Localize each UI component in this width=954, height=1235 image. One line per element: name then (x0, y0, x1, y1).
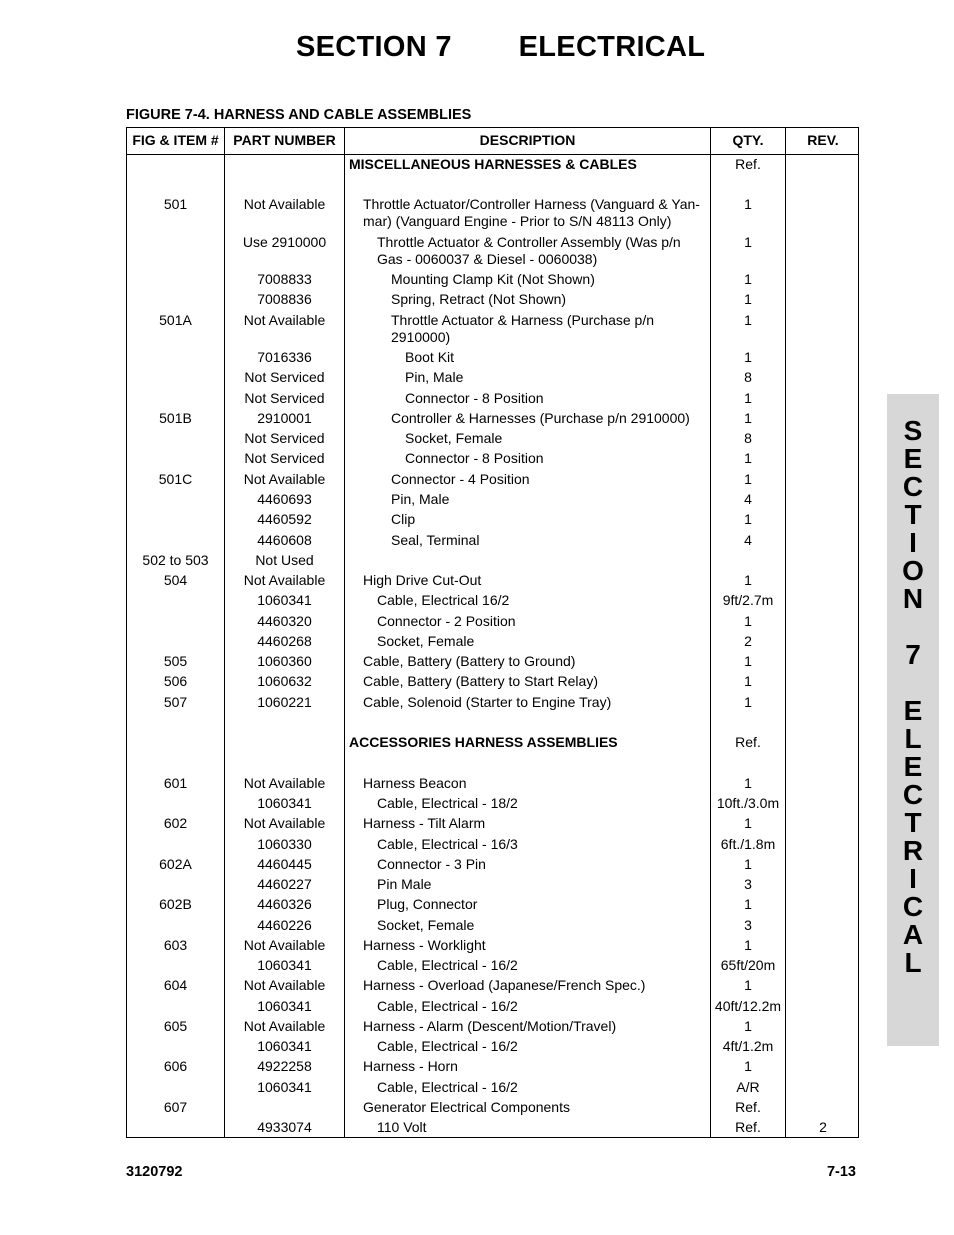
document-number: 3120792 (126, 1164, 183, 1180)
part-number: Use 2910000 (242, 234, 327, 250)
part-number: Not Available (243, 196, 326, 212)
description: Harness - Alarm (Descent/Motion/Travel) (363, 1018, 617, 1034)
part-number: 4460320 (257, 613, 312, 629)
description: 110 Volt (377, 1119, 427, 1135)
item-number: 601 (163, 775, 188, 791)
description: Harness - Tilt Alarm (363, 815, 486, 831)
item-number: 507 (163, 694, 188, 710)
part-number: Not Available (243, 471, 326, 487)
section-tab-letter: L (904, 723, 922, 754)
quantity: Ref. (735, 734, 761, 750)
item-number: 501B (159, 410, 192, 426)
part-number: 1060221 (257, 694, 312, 710)
item-number: 501C (158, 471, 193, 487)
quantity: 6ft./1.8m (720, 836, 776, 852)
item-number: 602B (159, 896, 192, 912)
item-number: 602A (159, 856, 192, 872)
section-tab-letter: 7 (905, 639, 921, 670)
part-number: 1060341 (257, 1038, 312, 1054)
quantity: 1 (744, 471, 752, 487)
item-number: 506 (163, 673, 188, 689)
description: Pin Male (377, 876, 432, 892)
quantity: 1 (744, 271, 752, 287)
item-number: 502 to 503 (142, 552, 209, 568)
quantity: 9ft/2.7m (722, 592, 774, 608)
part-number: 4460268 (257, 633, 312, 649)
quantity: 1 (744, 1018, 752, 1034)
column-header-item: FIG & ITEM # (132, 132, 219, 148)
description: Cable, Electrical - 16/2 (377, 1079, 518, 1095)
part-number: 4460445 (257, 856, 312, 872)
description: Connector - 2 Position (377, 613, 516, 629)
part-number: Not Serviced (244, 390, 325, 406)
part-number: 4460227 (257, 876, 312, 892)
quantity: 1 (744, 234, 752, 250)
quantity: 1 (744, 196, 752, 212)
section-tab-letter: C (902, 891, 924, 922)
section-tab-letter: C (902, 779, 924, 810)
part-number: 1060341 (257, 998, 312, 1014)
quantity: 1 (744, 1058, 752, 1074)
part-number: 4933074 (257, 1119, 312, 1135)
description: Connector - 4 Position (391, 471, 530, 487)
description: Cable, Electrical - 16/2 (377, 957, 518, 973)
column-header-rev: REV. (807, 132, 839, 148)
quantity: 4 (744, 491, 752, 507)
description: Throttle Actuator/Controller Harness (Vanguard & Yan-mar) (Vanguard Engine - Prior to S/N 48113 Only) (363, 196, 700, 229)
description: Pin, Male (405, 369, 464, 385)
section-tab-letter: S (903, 415, 923, 446)
parts-table (126, 127, 859, 1138)
part-number: 1060341 (257, 1079, 312, 1095)
part-number: Not Available (243, 1018, 326, 1034)
quantity: 8 (744, 369, 752, 385)
quantity: 4 (744, 532, 752, 548)
description: Mounting Clamp Kit (Not Shown) (391, 271, 595, 287)
item-number: 602 (163, 815, 188, 831)
part-number: 7008833 (257, 271, 312, 287)
description: Connector - 8 Position (405, 450, 544, 466)
quantity: 1 (744, 775, 752, 791)
section-tab-letter: O (902, 555, 924, 586)
column-header-part-number: PART NUMBER (233, 132, 336, 148)
section-tab-letter: I (909, 527, 917, 558)
part-number: 2910001 (257, 410, 312, 426)
item-number: 603 (163, 937, 188, 953)
quantity: 40ft/12.2m (714, 998, 782, 1014)
description: Cable, Electrical - 16/3 (377, 836, 518, 852)
description: Cable, Solenoid (Starter to Engine Tray) (363, 694, 612, 710)
description: Cable, Electrical 16/2 (377, 592, 510, 608)
quantity: 2 (744, 633, 752, 649)
quantity: Ref. (735, 1119, 761, 1135)
quantity: 4ft/1.2m (722, 1038, 774, 1054)
item-number: 501 (163, 196, 188, 212)
part-number: Not Serviced (244, 369, 325, 385)
description: Plug, Connector (377, 896, 478, 912)
part-number: 1060330 (257, 836, 312, 852)
quantity: 1 (744, 312, 752, 328)
section-tab-letter: T (904, 807, 922, 838)
quantity: 1 (744, 390, 752, 406)
item-number: 605 (163, 1018, 188, 1034)
quantity: 1 (744, 896, 752, 912)
part-number: Not Available (243, 775, 326, 791)
item-number: 501A (159, 312, 192, 328)
quantity: 1 (744, 856, 752, 872)
part-number: 1060341 (257, 592, 312, 608)
section-tab-letter: T (904, 499, 922, 530)
figure-title: FIGURE 7-4. HARNESS AND CABLE ASSEMBLIES (126, 107, 472, 123)
description: Clip (391, 511, 416, 527)
quantity: Ref. (735, 156, 761, 172)
description: Generator Electrical Components (363, 1099, 570, 1115)
quantity: 10ft./3.0m (716, 795, 780, 811)
quantity: 8 (744, 430, 752, 446)
quantity: 1 (744, 511, 752, 527)
section-tab-letter: E (903, 695, 923, 726)
column-header-description: DESCRIPTION (479, 132, 576, 148)
part-number: Not Serviced (244, 430, 325, 446)
quantity: Ref. (735, 1099, 761, 1115)
description: Connector - 3 Pin (377, 856, 486, 872)
part-number: 4460693 (257, 491, 312, 507)
item-number: 504 (163, 572, 188, 588)
quantity: 1 (744, 613, 752, 629)
quantity: 1 (744, 572, 752, 588)
item-number: 604 (163, 977, 188, 993)
part-number: 1060360 (257, 653, 312, 669)
quantity: 1 (744, 977, 752, 993)
description: Harness - Overload (Japanese/French Spec.) (363, 977, 646, 993)
part-number: 4460326 (257, 896, 312, 912)
description: Connector - 8 Position (405, 390, 544, 406)
description: Socket, Female (377, 633, 475, 649)
part-number: Not Available (243, 815, 326, 831)
quantity: 1 (744, 937, 752, 953)
part-number: 1060341 (257, 957, 312, 973)
section-tab-letter: A (902, 919, 924, 950)
quantity: A/R (736, 1079, 760, 1095)
quantity: 1 (744, 815, 752, 831)
description: Harness Beacon (363, 775, 467, 791)
section-tab-letter: I (909, 863, 917, 894)
part-number: 1060632 (257, 673, 312, 689)
part-number: 4460592 (257, 511, 312, 527)
quantity: 1 (744, 673, 752, 689)
quantity: 65ft/20m (720, 957, 776, 973)
item-number: 607 (163, 1099, 188, 1115)
part-number: 1060341 (257, 795, 312, 811)
quantity: 3 (744, 917, 752, 933)
description: MISCELLANEOUS HARNESSES & CABLES (349, 156, 637, 172)
part-number: 7008836 (257, 291, 312, 307)
page-number: 7-13 (826, 1164, 856, 1180)
part-number: Not Available (243, 937, 326, 953)
item-number: 606 (163, 1058, 188, 1074)
quantity: 3 (744, 876, 752, 892)
description: Throttle Actuator & Harness (Purchase p/n 2910000) (391, 312, 655, 345)
quantity: 1 (744, 349, 752, 365)
part-number: 4460608 (257, 532, 312, 548)
quantity: 1 (744, 450, 752, 466)
description: ACCESSORIES HARNESS ASSEMBLIES (349, 734, 618, 750)
section-tab-letter: R (902, 835, 924, 866)
revision: 2 (819, 1119, 827, 1135)
part-number: Not Available (243, 572, 326, 588)
part-number: Not Available (243, 977, 326, 993)
item-number: 505 (163, 653, 188, 669)
description: Cable, Electrical - 18/2 (377, 795, 518, 811)
section-tab-letter: E (903, 751, 923, 782)
description: Socket, Female (377, 917, 475, 933)
section-tab-letter: E (903, 443, 923, 474)
part-number: Not Used (255, 552, 314, 568)
description: Harness - Horn (363, 1058, 458, 1074)
description: Boot Kit (405, 349, 455, 365)
description: Controller & Harnesses (Purchase p/n 2910000) (391, 410, 690, 426)
description: Throttle Actuator & Controller Assembly (Was p/n Gas - 0060037 & Diesel - 0060038) (377, 234, 681, 267)
description: Spring, Retract (Not Shown) (391, 291, 567, 307)
section-tab-letter: N (902, 583, 924, 614)
part-number: Not Serviced (244, 450, 325, 466)
description: Harness - Worklight (363, 937, 486, 953)
quantity: 1 (744, 291, 752, 307)
description: Cable, Battery (Battery to Start Relay) (363, 673, 598, 689)
section-tab (887, 394, 939, 1046)
description: High Drive Cut-Out (363, 572, 482, 588)
quantity: 1 (744, 410, 752, 426)
description: Cable, Electrical - 16/2 (377, 1038, 518, 1054)
part-number: 4460226 (257, 917, 312, 933)
table-body (127, 128, 860, 1139)
section-tab-letter: L (904, 947, 922, 978)
part-number: 7016336 (257, 349, 312, 365)
section-title: SECTION 7 ELECTRICAL (296, 31, 706, 63)
column-header-qty: QTY. (732, 132, 764, 148)
description: Cable, Electrical - 16/2 (377, 998, 518, 1014)
quantity: 1 (744, 653, 752, 669)
section-tab-letter: C (902, 471, 924, 502)
description: Socket, Female (405, 430, 503, 446)
description: Pin, Male (391, 491, 450, 507)
part-number: Not Available (243, 312, 326, 328)
description: Cable, Battery (Battery to Ground) (363, 653, 576, 669)
part-number: 4922258 (257, 1058, 312, 1074)
description: Seal, Terminal (391, 532, 480, 548)
quantity: 1 (744, 694, 752, 710)
